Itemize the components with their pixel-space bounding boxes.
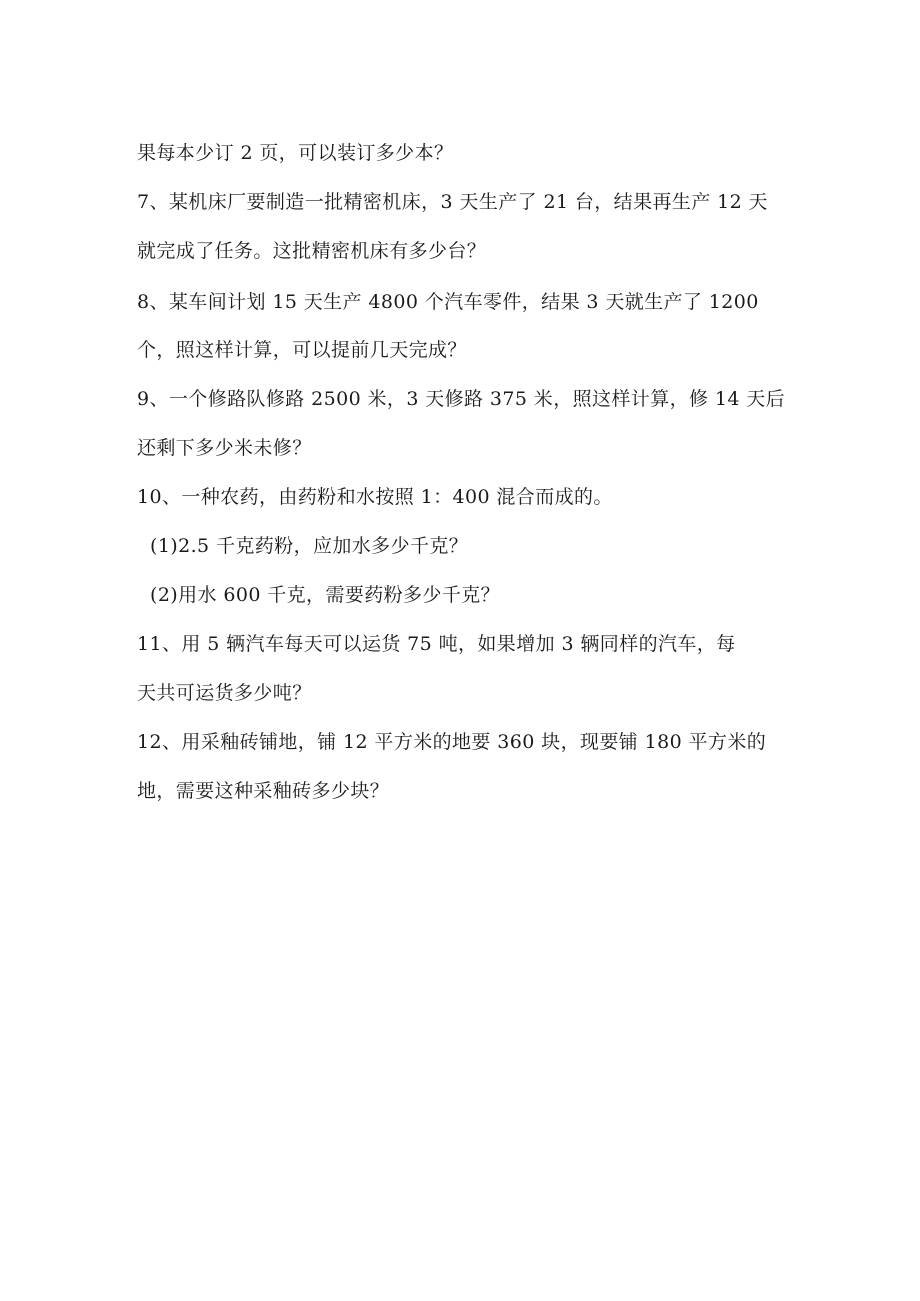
problem-7-line-2: 就完成了任务。这批精密机床有多少台？ xyxy=(137,240,487,262)
problem-11-line-2: 天共可运货多少吨？ xyxy=(137,682,312,704)
problem-8-line-1: 8、某车间计划 15 天生产 4800 个汽车零件，结果 3 天就生产了 1200 xyxy=(137,291,759,313)
problem-10-part-1: (1)2.5 千克药粉，应加水多少千克？ xyxy=(150,535,469,557)
problem-9-line-2: 还剩下多少米未修？ xyxy=(137,437,312,459)
problem-6-continuation: 果每本少订 2 页，可以装订多少本？ xyxy=(137,142,454,164)
problem-10-part-2: (2)用水 600 千克，需要药粉多少千克？ xyxy=(150,584,501,606)
problem-7-line-1: 7、某机床厂要制造一批精密机床，3 天生产了 21 台，结果再生产 12 天 xyxy=(137,191,768,213)
problem-11-line-1: 11、用 5 辆汽车每天可以运货 75 吨，如果增加 3 辆同样的汽车，每 xyxy=(137,633,736,655)
problem-8-line-2: 个，照这样计算，可以提前几天完成？ xyxy=(137,339,467,361)
problem-12-line-1: 12、用采釉砖铺地，铺 12 平方米的地要 360 块，现要铺 180 平方米的 xyxy=(137,731,767,753)
problem-12-line-2: 地，需要这种采釉砖多少块？ xyxy=(137,780,390,802)
problem-10-line-1: 10、一种农药，由药粉和水按照 1：400 混合而成的。 xyxy=(137,486,613,508)
problem-9-line-1: 9、一个修路队修路 2500 米，3 天修路 375 米，照这样计算，修 14 天后 xyxy=(137,388,786,410)
